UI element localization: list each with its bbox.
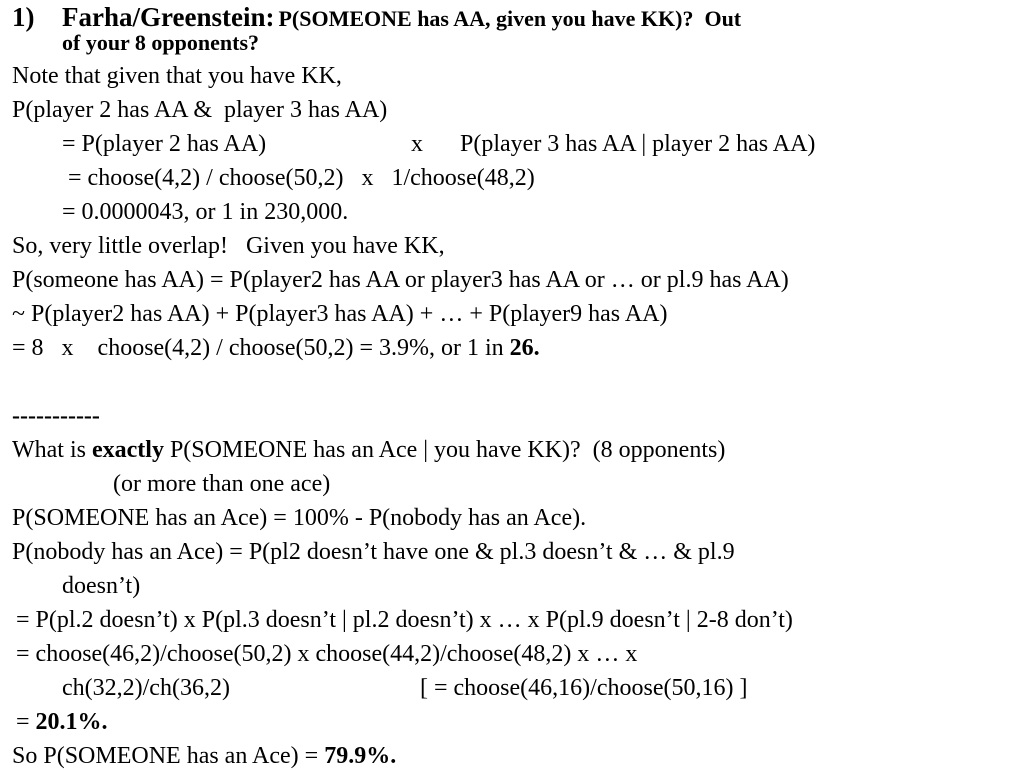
part2-line-4: = choose(46,2)/choose(50,2) x choose(44,2)/choose(48,2) x … x: [16, 641, 638, 667]
part1-line-2: P(player 2 has AA & player 3 has AA): [12, 97, 388, 123]
part2-question-c: P(SOMEONE has an Ace | you have KK)? (8 opponents): [163, 437, 726, 463]
part1-line-3a: = P(player 2 has AA): [62, 131, 267, 157]
part2-line-5a: ch(32,2)/ch(36,2): [62, 675, 230, 701]
part1-line-9: [12, 334, 540, 362]
part1-line-1: Note that given that you have KK,: [12, 63, 342, 89]
part2-line-6: [16, 708, 108, 736]
part2-question-a: What is: [12, 437, 92, 463]
part2-line-7: [12, 742, 396, 770]
part2-question-2: (or more than one ace): [113, 471, 331, 497]
part2-line-7-text: So P(SOMEONE has an Ace) =: [12, 743, 325, 769]
heading-number: 1): [12, 2, 35, 32]
part1-line-9-bold: 26.: [509, 335, 540, 361]
part2-line-1: P(SOMEONE has an Ace) = 100% - P(nobody has an Ace).: [12, 505, 587, 531]
part2-question-bold: exactly: [91, 437, 164, 463]
heading-question: P(SOMEONE has AA, given you have KK)? Out: [278, 6, 742, 31]
part2-line-2: P(nobody has an Ace) = P(pl2 doesn’t have one & pl.3 doesn’t & … & pl.9: [12, 539, 735, 565]
heading-question-continued: of your 8 opponents?: [62, 30, 260, 55]
part2-line-6-bold: 20.1%.: [35, 709, 108, 735]
part1-line-8: ~ P(player2 has AA) + P(player3 has AA) + … + P(player9 has AA): [12, 301, 668, 327]
part1-line-6: So, very little overlap! Given you have KK,: [12, 233, 445, 259]
part1-line-9-text: = 8 x choose(4,2) / choose(50,2) = 3.9%, or 1 in: [12, 335, 510, 361]
part1-line-4: = choose(4,2) / choose(50,2) x 1/choose(48,2): [68, 165, 535, 191]
part2-line-6-text: =: [16, 709, 36, 735]
part1-line-7: P(someone has AA) = P(player2 has AA or player3 has AA or … or pl.9 has AA): [12, 267, 789, 293]
heading-title: Farha/Greenstein:: [62, 2, 275, 32]
part2-line-2b: doesn’t): [62, 573, 141, 599]
part2-question: [12, 436, 725, 464]
part2-line-3: = P(pl.2 doesn’t) x P(pl.3 doesn’t | pl.2 doesn’t) x … x P(pl.9 doesn’t | 2-8 don’t): [16, 607, 793, 633]
part2-line-5b: [ = choose(46,16)/choose(50,16) ]: [420, 675, 748, 701]
part2-line-7-bold: 79.9%.: [324, 743, 397, 769]
part1-line-5: = 0.0000043, or 1 in 230,000.: [62, 199, 349, 225]
part1-line-3c: P(player 3 has AA | player 2 has AA): [460, 131, 816, 157]
separator: -----------: [12, 403, 100, 429]
part1-line-3b: x: [411, 131, 423, 157]
